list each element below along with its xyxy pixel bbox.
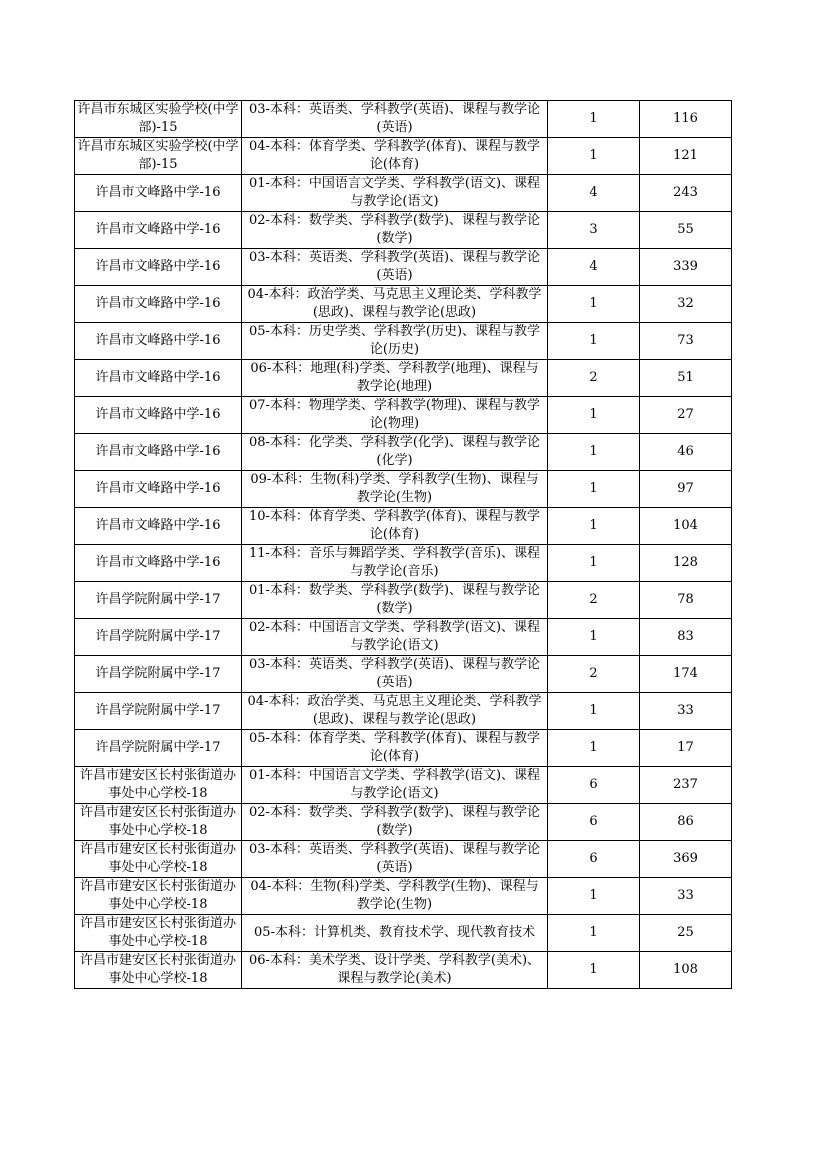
quota-cell: 1 [548, 434, 640, 471]
applicant-count-cell: 17 [640, 730, 732, 767]
post-cell: 05-本科：计算机类、教育技术学、现代教育技术 [242, 915, 548, 952]
applicant-count-cell: 33 [640, 878, 732, 915]
applicant-count-cell: 243 [640, 175, 732, 212]
school-cell: 许昌市建安区长村张街道办事处中心学校-18 [75, 915, 242, 952]
post-cell: 05-本科：历史学类、学科教学(历史)、课程与教学论(历史) [242, 323, 548, 360]
school-cell: 许昌市文峰路中学-16 [75, 212, 242, 249]
table-row [75, 804, 732, 841]
applicant-count-cell: 46 [640, 434, 732, 471]
quota-cell: 4 [548, 175, 640, 212]
post-cell: 01-本科：中国语言文学类、学科教学(语文)、课程与教学论(语文) [242, 175, 548, 212]
school-cell: 许昌学院附属中学-17 [75, 656, 242, 693]
applicant-count-cell: 116 [640, 101, 732, 138]
post-cell: 03-本科：英语类、学科教学(英语)、课程与教学论(英语) [242, 656, 548, 693]
school-cell: 许昌市文峰路中学-16 [75, 545, 242, 582]
quota-cell: 1 [548, 138, 640, 175]
post-cell: 04-本科：政治学类、马克思主义理论类、学科教学(思政)、课程与教学论(思政) [242, 286, 548, 323]
applicant-count-cell: 108 [640, 952, 732, 989]
post-cell: 06-本科：地理(科)学类、学科教学(地理)、课程与教学论(地理) [242, 360, 548, 397]
quota-cell: 4 [548, 249, 640, 286]
school-cell: 许昌市建安区长村张街道办事处中心学校-18 [75, 841, 242, 878]
table-row [75, 693, 732, 730]
quota-cell: 1 [548, 878, 640, 915]
table-row [75, 878, 732, 915]
table-row [75, 101, 732, 138]
quota-cell: 1 [548, 915, 640, 952]
school-cell: 许昌市建安区长村张街道办事处中心学校-18 [75, 804, 242, 841]
school-cell: 许昌市文峰路中学-16 [75, 508, 242, 545]
school-cell: 许昌市建安区长村张街道办事处中心学校-18 [75, 952, 242, 989]
post-cell: 11-本科：音乐与舞蹈学类、学科教学(音乐)、课程与教学论(音乐) [242, 545, 548, 582]
post-cell: 02-本科：数学类、学科教学(数学)、课程与教学论(数学) [242, 804, 548, 841]
table-row [75, 508, 732, 545]
applicant-count-cell: 55 [640, 212, 732, 249]
post-cell: 07-本科：物理学类、学科教学(物理)、课程与教学论(物理) [242, 397, 548, 434]
quota-cell: 1 [548, 323, 640, 360]
school-cell: 许昌市文峰路中学-16 [75, 434, 242, 471]
table-row [75, 434, 732, 471]
applicant-count-cell: 33 [640, 693, 732, 730]
table-row [75, 397, 732, 434]
applicant-count-cell: 128 [640, 545, 732, 582]
post-cell: 01-本科：中国语言文学类、学科教学(语文)、课程与教学论(语文) [242, 767, 548, 804]
quota-cell: 1 [548, 286, 640, 323]
school-cell: 许昌学院附属中学-17 [75, 730, 242, 767]
applicant-count-cell: 369 [640, 841, 732, 878]
school-cell: 许昌市文峰路中学-16 [75, 471, 242, 508]
table-row [75, 952, 732, 989]
quota-cell: 2 [548, 360, 640, 397]
applicant-count-cell: 339 [640, 249, 732, 286]
school-cell: 许昌市建安区长村张街道办事处中心学校-18 [75, 878, 242, 915]
table-row [75, 545, 732, 582]
quota-cell: 1 [548, 508, 640, 545]
post-cell: 08-本科：化学类、学科教学(化学)、课程与教学论(化学) [242, 434, 548, 471]
quota-cell: 1 [548, 693, 640, 730]
post-cell: 04-本科：政治学类、马克思主义理论类、学科教学(思政)、课程与教学论(思政) [242, 693, 548, 730]
quota-cell: 1 [548, 619, 640, 656]
school-cell: 许昌市东城区实验学校(中学部)-15 [75, 101, 242, 138]
table-row [75, 582, 732, 619]
table-row [75, 656, 732, 693]
post-cell: 03-本科：英语类、学科教学(英语)、课程与教学论(英语) [242, 249, 548, 286]
school-cell: 许昌市文峰路中学-16 [75, 323, 242, 360]
table-row [75, 915, 732, 952]
post-cell: 03-本科：英语类、学科教学(英语)、课程与教学论(英语) [242, 101, 548, 138]
post-cell: 01-本科：数学类、学科教学(数学)、课程与教学论(数学) [242, 582, 548, 619]
quota-cell: 3 [548, 212, 640, 249]
school-cell: 许昌市文峰路中学-16 [75, 397, 242, 434]
applicant-count-cell: 237 [640, 767, 732, 804]
table-row [75, 175, 732, 212]
table-row [75, 249, 732, 286]
applicant-count-cell: 86 [640, 804, 732, 841]
table-row [75, 767, 732, 804]
school-cell: 许昌市东城区实验学校(中学部)-15 [75, 138, 242, 175]
school-cell: 许昌学院附属中学-17 [75, 582, 242, 619]
table-row [75, 471, 732, 508]
quota-cell: 6 [548, 841, 640, 878]
post-cell: 05-本科：体育学类、学科教学(体育)、课程与教学论(体育) [242, 730, 548, 767]
school-cell: 许昌市文峰路中学-16 [75, 360, 242, 397]
school-cell: 许昌学院附属中学-17 [75, 619, 242, 656]
table-row [75, 212, 732, 249]
applicant-count-cell: 51 [640, 360, 732, 397]
post-cell: 06-本科：美术学类、设计学类、学科教学(美术)、课程与教学论(美术) [242, 952, 548, 989]
quota-cell: 2 [548, 582, 640, 619]
post-cell: 10-本科：体育学类、学科教学(体育)、课程与教学论(体育) [242, 508, 548, 545]
post-cell: 09-本科：生物(科)学类、学科教学(生物)、课程与教学论(生物) [242, 471, 548, 508]
table-row [75, 286, 732, 323]
applicant-count-cell: 27 [640, 397, 732, 434]
post-cell: 02-本科：数学类、学科教学(数学)、课程与教学论(数学) [242, 212, 548, 249]
school-cell: 许昌市文峰路中学-16 [75, 175, 242, 212]
post-cell: 03-本科：英语类、学科教学(英语)、课程与教学论(英语) [242, 841, 548, 878]
quota-cell: 1 [548, 545, 640, 582]
applicant-count-cell: 25 [640, 915, 732, 952]
quota-cell: 1 [548, 730, 640, 767]
applicant-count-cell: 121 [640, 138, 732, 175]
post-cell: 04-本科：体育学类、学科教学(体育)、课程与教学论(体育) [242, 138, 548, 175]
table-row [75, 138, 732, 175]
school-cell: 许昌市建安区长村张街道办事处中心学校-18 [75, 767, 242, 804]
table-row [75, 619, 732, 656]
applicant-count-cell: 83 [640, 619, 732, 656]
quota-cell: 2 [548, 656, 640, 693]
post-cell: 02-本科：中国语言文学类、学科教学(语文)、课程与教学论(语文) [242, 619, 548, 656]
applicant-count-cell: 32 [640, 286, 732, 323]
table-row [75, 730, 732, 767]
quota-cell: 6 [548, 767, 640, 804]
applicant-count-cell: 97 [640, 471, 732, 508]
quota-cell: 1 [548, 952, 640, 989]
quota-cell: 6 [548, 804, 640, 841]
school-cell: 许昌学院附属中学-17 [75, 693, 242, 730]
quota-cell: 1 [548, 471, 640, 508]
applicant-count-cell: 73 [640, 323, 732, 360]
school-cell: 许昌市文峰路中学-16 [75, 286, 242, 323]
school-cell: 许昌市文峰路中学-16 [75, 249, 242, 286]
applicant-count-cell: 174 [640, 656, 732, 693]
recruitment-table [74, 100, 732, 989]
applicant-count-cell: 104 [640, 508, 732, 545]
post-cell: 04-本科：生物(科)学类、学科教学(生物)、课程与教学论(生物) [242, 878, 548, 915]
table-row [75, 360, 732, 397]
table-row [75, 323, 732, 360]
table-body [75, 101, 732, 989]
applicant-count-cell: 78 [640, 582, 732, 619]
quota-cell: 1 [548, 397, 640, 434]
table-row [75, 841, 732, 878]
quota-cell: 1 [548, 101, 640, 138]
